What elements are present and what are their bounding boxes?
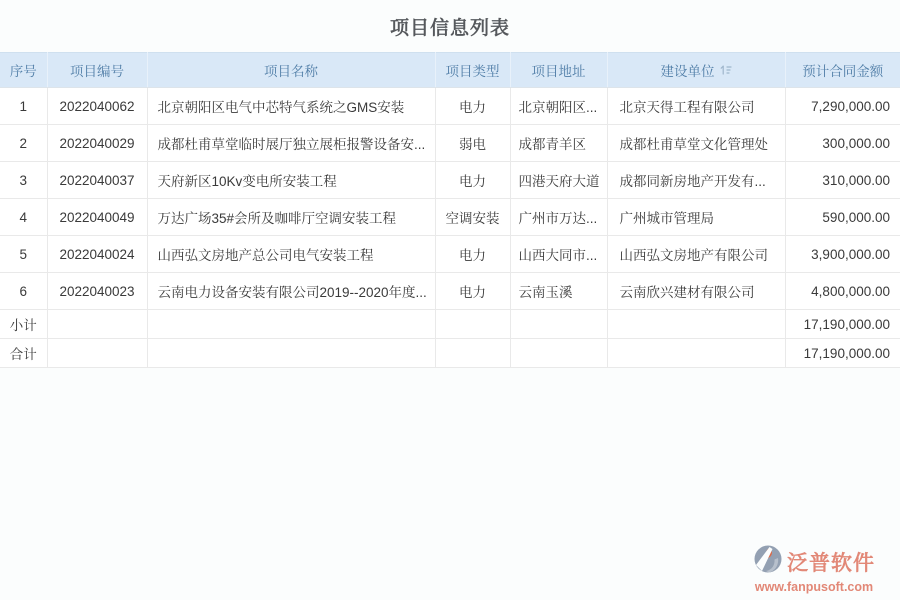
- cell-project-name: 万达广场35#会所及咖啡厅空调安装工程: [147, 199, 435, 236]
- cell-builder: 山西弘文房地产有限公司: [607, 236, 785, 273]
- col-header-name[interactable]: 项目名称: [147, 53, 435, 88]
- cell-seq: 5: [0, 236, 47, 273]
- cell-address: 北京朝阳区...: [510, 88, 607, 125]
- cell-amount: 300,000.00: [785, 125, 900, 162]
- cell-amount: 4,800,000.00: [785, 273, 900, 310]
- cell-type: 弱电: [435, 125, 510, 162]
- table-row[interactable]: [0, 88, 900, 125]
- cell-seq: 1: [0, 88, 47, 125]
- fanpu-logo-icon: [753, 544, 783, 579]
- total-label: 合计: [0, 339, 47, 368]
- cell-seq: 3: [0, 162, 47, 199]
- col-header-type[interactable]: 项目类型: [435, 53, 510, 88]
- table-row[interactable]: [0, 236, 900, 273]
- cell-seq: 2: [0, 125, 47, 162]
- cell-builder: 成都杜甫草堂文化管理处: [607, 125, 785, 162]
- cell-type: 电力: [435, 162, 510, 199]
- cell-project-name: 成都杜甫草堂临时展厅独立展柜报警设备安...: [147, 125, 435, 162]
- total-row: [0, 339, 900, 368]
- col-header-amount[interactable]: 预计合同金额: [785, 53, 900, 88]
- col-header-builder-label: 建设单位: [660, 64, 715, 79]
- table-row[interactable]: [0, 273, 900, 310]
- cell-project-name: 北京朝阳区电气中芯特气系统之GMS安装: [147, 88, 435, 125]
- cell-code: 2022040049: [47, 199, 147, 236]
- project-list-table: [0, 52, 900, 368]
- sort-icon[interactable]: [720, 64, 732, 76]
- col-header-seq[interactable]: 序号: [0, 53, 47, 88]
- cell-project-name: 天府新区10Kv变电所安装工程: [147, 162, 435, 199]
- cell-amount: 7,290,000.00: [785, 88, 900, 125]
- cell-type: 电力: [435, 236, 510, 273]
- subtotal-label: 小计: [0, 310, 47, 339]
- cell-builder: 北京天得工程有限公司: [607, 88, 785, 125]
- cell-code: 2022040029: [47, 125, 147, 162]
- cell-project-name: 云南电力设备安装有限公司2019--2020年度...: [147, 273, 435, 310]
- cell-address: 山西大同市...: [510, 236, 607, 273]
- cell-type: 电力: [435, 273, 510, 310]
- cell-type: 电力: [435, 88, 510, 125]
- cell-builder: 成都同新房地产开发有...: [607, 162, 785, 199]
- col-header-address[interactable]: 项目地址: [510, 53, 607, 88]
- subtotal-row: [0, 310, 900, 339]
- cell-code: 2022040024: [47, 236, 147, 273]
- cell-address: 四港天府大道: [510, 162, 607, 199]
- table-row[interactable]: [0, 199, 900, 236]
- table-header-row: [0, 53, 900, 88]
- cell-address: 广州市万达...: [510, 199, 607, 236]
- cell-seq: 4: [0, 199, 47, 236]
- cell-code: 2022040037: [47, 162, 147, 199]
- table-row[interactable]: [0, 162, 900, 199]
- total-amount: 17,190,000.00: [785, 339, 900, 368]
- subtotal-amount: 17,190,000.00: [785, 310, 900, 339]
- cell-code: 2022040023: [47, 273, 147, 310]
- page-title: 项目信息列表: [389, 18, 510, 39]
- cell-builder: 云南欣兴建材有限公司: [607, 273, 785, 310]
- cell-address: 云南玉溪: [510, 273, 607, 310]
- col-header-code[interactable]: 项目编号: [47, 53, 147, 88]
- cell-project-name: 山西弘文房地产总公司电气安装工程: [147, 236, 435, 273]
- brand-url[interactable]: www.fanpusoft.com: [754, 580, 874, 594]
- cell-seq: 6: [0, 273, 47, 310]
- cell-builder: 广州城市管理局: [607, 199, 785, 236]
- brand-name: 泛普软件: [787, 551, 875, 575]
- cell-code: 2022040062: [47, 88, 147, 125]
- cell-amount: 590,000.00: [785, 199, 900, 236]
- col-header-builder[interactable]: [607, 53, 785, 88]
- cell-type: 空调安装: [435, 199, 510, 236]
- cell-amount: 310,000.00: [785, 162, 900, 199]
- cell-address: 成都青羊区: [510, 125, 607, 162]
- table-row[interactable]: [0, 125, 900, 162]
- fanpu-brand-logo: [736, 544, 892, 594]
- cell-amount: 3,900,000.00: [785, 236, 900, 273]
